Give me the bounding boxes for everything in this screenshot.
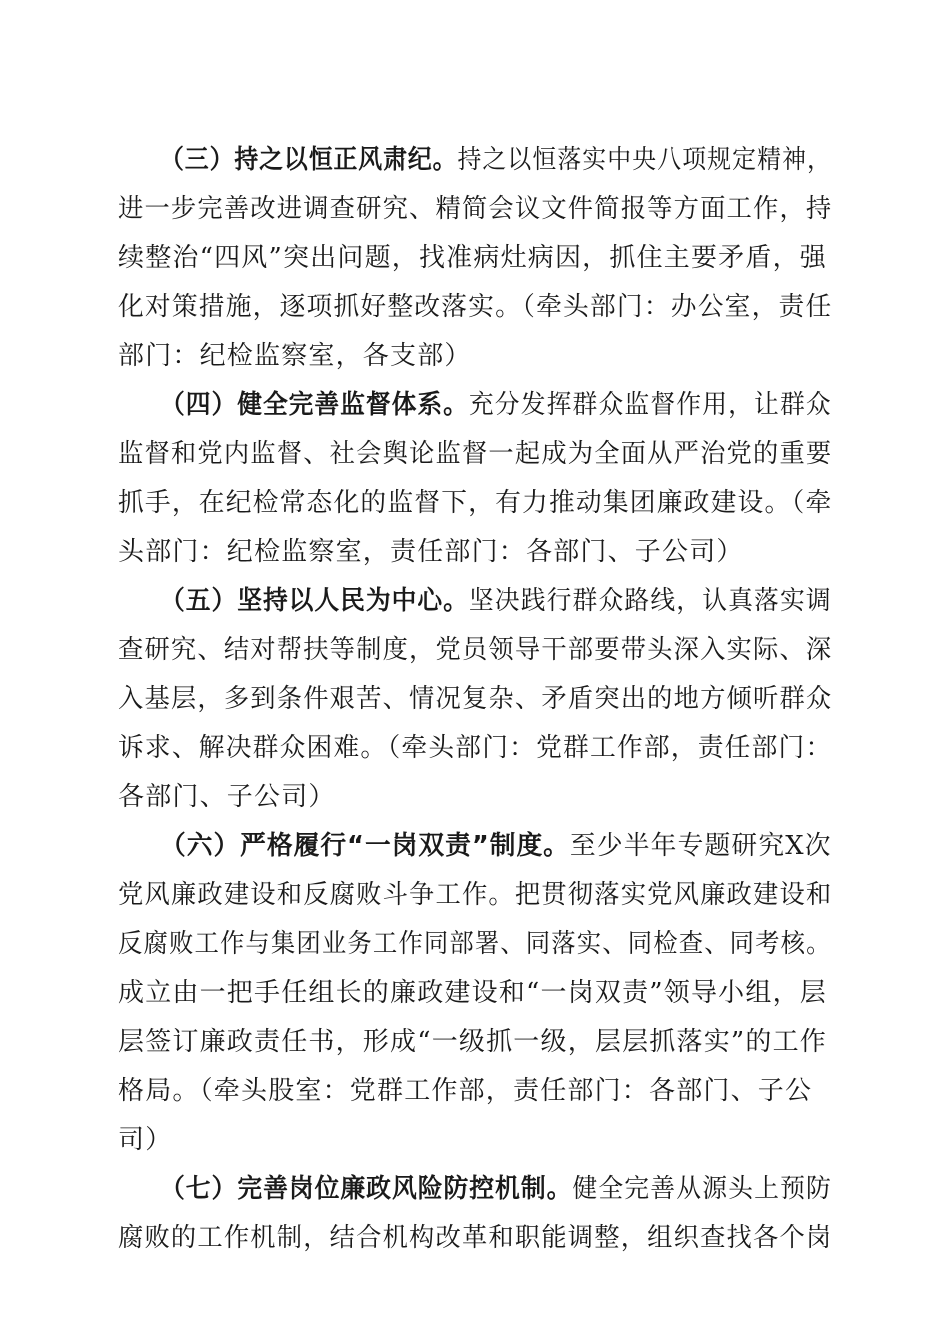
paragraph-4-line-4: 头部门：纪检监察室，责任部门：各部门、子公司） <box>118 537 744 567</box>
paragraph-5-heading: （五）坚持以人民为中心。 <box>160 586 469 616</box>
paragraph-6-line-1 <box>160 826 832 866</box>
paragraph-3-line-5: 部门：纪检监察室，各支部） <box>118 341 472 371</box>
paragraph-5-line-2: 查研究、结对帮扶等制度，党员领导干部要带头深入实际、深 <box>118 635 833 665</box>
paragraph-6-line-4: 成立由一把手任组长的廉政建设和“一岗双责”领导小组，层 <box>118 978 827 1008</box>
paragraph-3-line-1 <box>160 140 832 180</box>
paragraph-3-heading: （三）持之以恒正风肃纪。 <box>160 145 458 175</box>
paragraph-5-line-3: 入基层，多到条件艰苦、情况复杂、矛盾突出的地方倾听群众 <box>118 684 833 714</box>
paragraph-4-heading: （四）健全完善监督体系。 <box>160 390 469 420</box>
paragraph-6-line-7: 司） <box>118 1125 173 1155</box>
paragraph-3-line-2: 进一步完善改进调查研究、精简会议文件简报等方面工作，持 <box>118 194 833 224</box>
paragraph-6-line-6: 格局。（牵头股室：党群工作部，责任部门：各部门、子公 <box>118 1076 813 1106</box>
paragraph-7-text: 健全完善从源头上预防 <box>572 1174 833 1204</box>
paragraph-5-line-5: 各部门、子公司） <box>118 782 336 812</box>
paragraph-7-heading: （七）完善岗位廉政风险防控机制。 <box>160 1174 573 1204</box>
paragraph-6-heading: （六）严格履行“一岗双责”制度。 <box>160 831 570 861</box>
paragraph-5-line-4: 诉求、解决群众困难。（牵头部门：党群工作部，责任部门： <box>118 733 833 763</box>
paragraph-7-line-1 <box>160 1169 832 1209</box>
paragraph-4-line-2: 监督和党内监督、社会舆论监督一起成为全面从严治党的重要 <box>118 439 833 469</box>
paragraph-3-text: 持之以恒落实中央八项规定精神， <box>457 145 833 175</box>
paragraph-6-line-3: 反腐败工作与集团业务工作同部署、同落实、同检查、同考核。 <box>118 929 832 959</box>
paragraph-4-text: 充分发挥群众监督作用，让群众 <box>468 390 832 420</box>
paragraph-6-text: 至少半年专题研究X次 <box>569 831 832 861</box>
paragraph-3-line-3: 续整治“四风”突出问题，找准病灶病因，抓住主要矛盾，强 <box>118 243 827 273</box>
paragraph-7-line-2: 腐败的工作机制，结合机构改革和职能调整，组织查找各个岗 <box>118 1223 833 1253</box>
paragraph-5-line-1 <box>160 581 832 621</box>
paragraph-5-text: 坚决践行群众路线，认真落实调 <box>468 586 832 616</box>
paragraph-4-line-1 <box>160 385 832 425</box>
paragraph-3-line-4: 化对策措施，逐项抓好整改落实。（牵头部门：办公室，责任 <box>118 292 833 322</box>
paragraph-6-line-2: 党风廉政建设和反腐败斗争工作。把贯彻落实党风廉政建设和 <box>118 880 833 910</box>
paragraph-4-line-3: 抓手，在纪检常态化的监督下，有力推动集团廉政建设。（牵 <box>118 488 833 518</box>
paragraph-6-line-5: 层签订廉政责任书，形成“一级抓一级，层层抓落实”的工作 <box>118 1027 827 1057</box>
